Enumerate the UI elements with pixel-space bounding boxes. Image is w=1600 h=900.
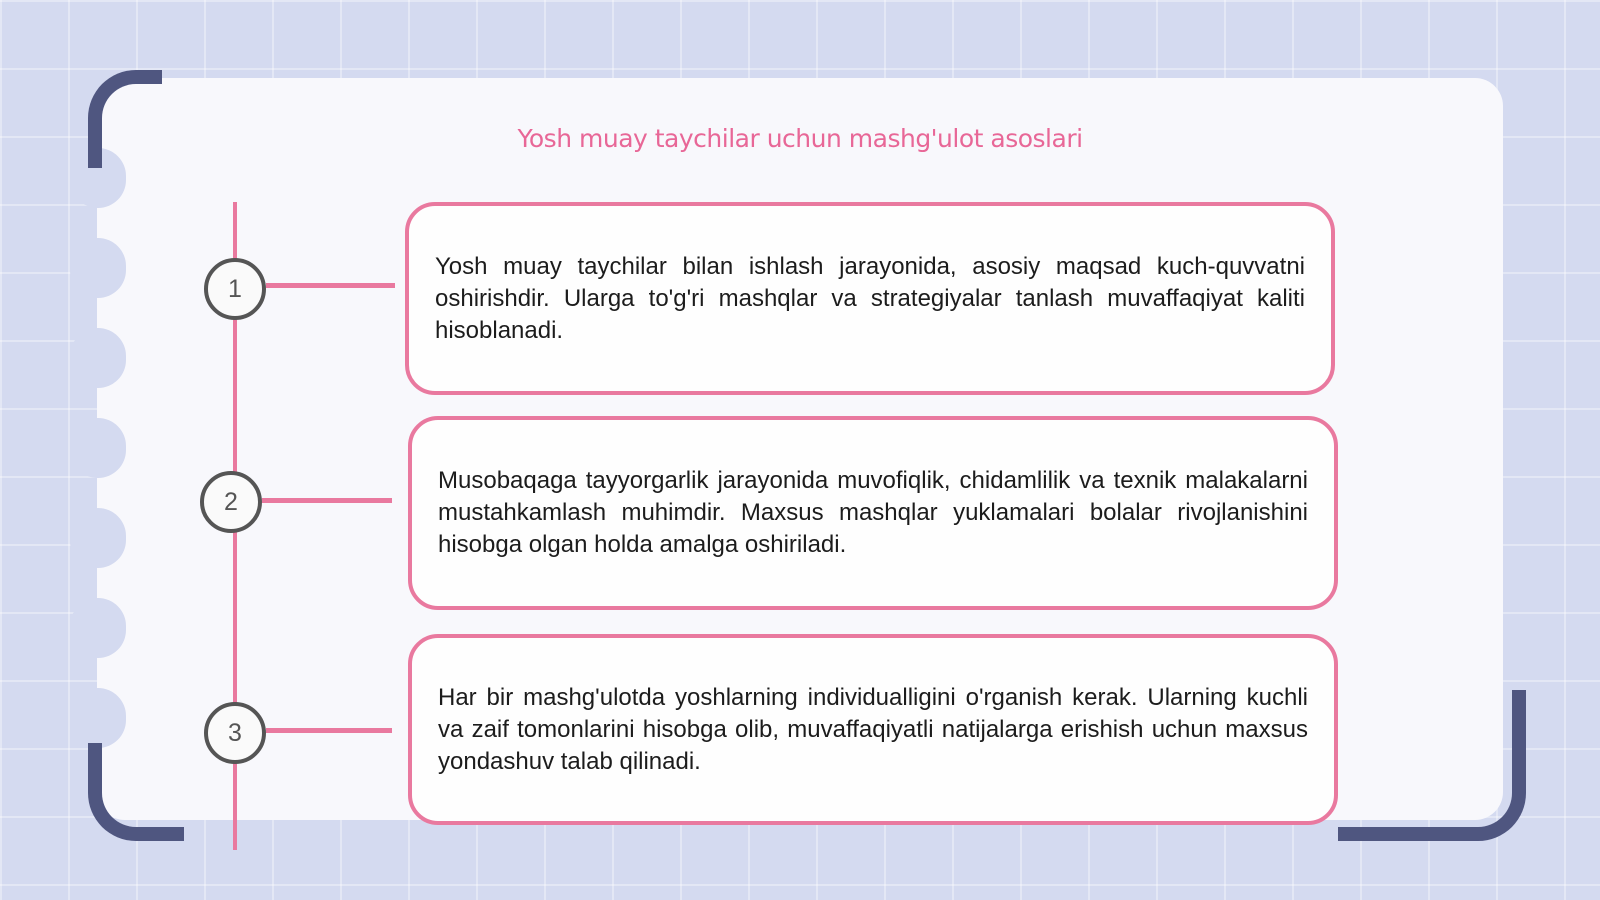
timeline-connector [266, 728, 392, 733]
slide-title: Yosh muay taychilar uchun mashg'ulot asoslari [517, 124, 1083, 153]
paper-notch [70, 328, 126, 388]
step-number-badge: 2 [200, 471, 262, 533]
timeline-connector [262, 498, 392, 503]
step-card [408, 634, 1338, 825]
paper-notch [70, 598, 126, 658]
step-number-badge: 3 [204, 702, 266, 764]
paper-notch [70, 418, 126, 478]
step-card [408, 416, 1338, 610]
corner-bracket-top-left [88, 70, 162, 168]
step-card-text: Yosh muay taychilar bilan ishlash jarayonida, asosiy maqsad kuch-quvvatni oshirishdir. Ularga to'g'ri mashqlar va strategiyalar tanlash muvaffaqiyat kaliti hisoblanadi. [435, 252, 1305, 344]
step-card-text: Musobaqaga tayyorgarlik jarayonida muvofiqlik, chidamlilik va texnik malakalarni mustahkamlash muhimdir. Maxsus mashqlar yuklamalari bolalar rivojlanishini hisobga olgan holda amalga oshiriladi. [438, 467, 1308, 558]
paper-notch [70, 508, 126, 568]
step-card [405, 202, 1335, 395]
step-card-text: Har bir mashg'ulotda yoshlarning individualligini o'rganish kerak. Ularning kuchli va zaif tomonlarini hisobga olib, muvaffaqiyatli natijalarga erishish uchun maxsus yondashuv talab qilinadi. [438, 683, 1308, 775]
paper-notch [70, 688, 126, 748]
paper-notch [70, 238, 126, 298]
corner-bracket-bottom-right [1338, 690, 1526, 841]
step-number-badge: 1 [204, 258, 266, 320]
corner-bracket-bottom-left [88, 743, 184, 841]
timeline-connector [266, 283, 395, 288]
